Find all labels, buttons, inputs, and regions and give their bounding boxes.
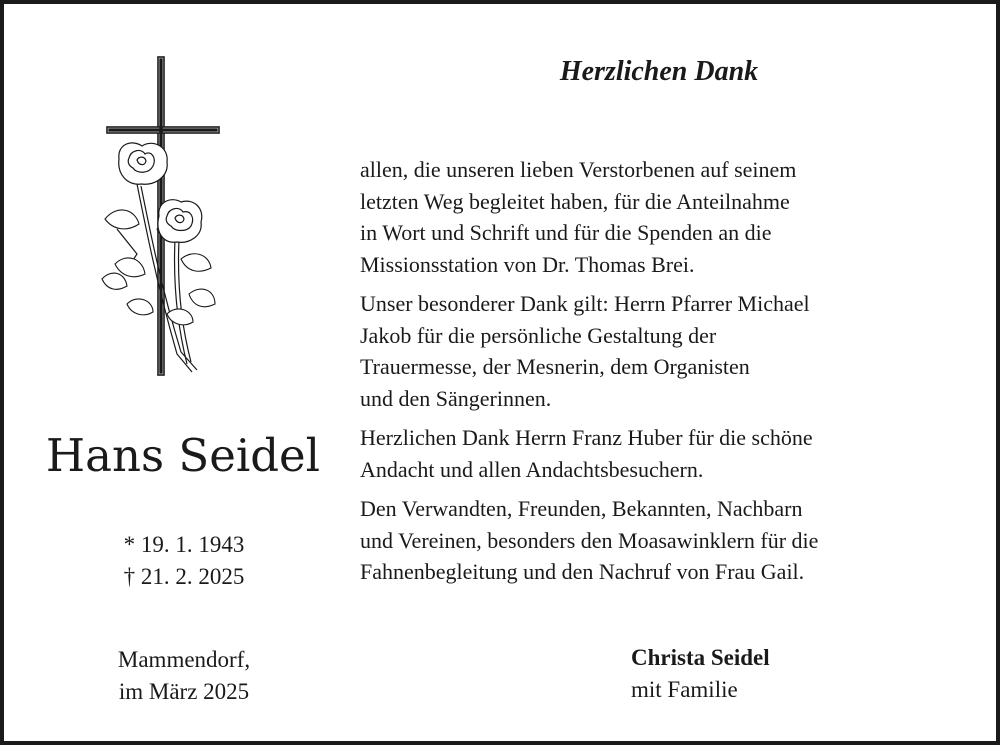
text-line: Andacht und allen Andachtsbesuchern. [360, 456, 704, 482]
birth-date: * 19. 1. 1943 [123, 532, 245, 557]
place-line: Mammendorf, [117, 647, 251, 672]
text-line: Fahnenbegleitung und den Nachruf von Frau Gail. [360, 559, 805, 584]
text-line: Unser besonderer Dank gilt: Herrn Pfarrer Michael [360, 291, 810, 316]
text-line: allen, die unseren lieben Verstorbenen auf seinem [360, 157, 797, 182]
deceased-name: Hans Seidel [45, 429, 321, 482]
thanks-text [360, 154, 985, 596]
cross-with-roses-icon [97, 54, 227, 384]
death-date: † 21. 2. 2025 [123, 564, 245, 589]
text-line: Herzlichen Dank Herrn Franz Huber für die schöne [360, 425, 813, 450]
paragraph [360, 154, 985, 280]
text-line: Trauermesse, der Mesnerin, dem Organisten [360, 354, 750, 379]
signer-name: Christa Seidel [631, 645, 770, 670]
paragraph [360, 422, 985, 485]
paragraph [360, 493, 985, 588]
life-dates [64, 529, 304, 593]
text-line: in Wort und Schrift und für die Spenden an die [360, 220, 772, 245]
signature [631, 642, 770, 706]
page-title: Herzlichen Dank [559, 56, 759, 87]
text-line: letzten Weg begleitet haben, für die Anteilnahme [360, 188, 790, 214]
signer-suffix: mit Familie [631, 677, 738, 702]
text-line: und Vereinen, besonders den Moasawinklern für die [360, 527, 819, 553]
text-line: und den Sängerinnen. [360, 385, 552, 411]
text-line: Den Verwandten, Freunden, Bekannten, Nachbarn [360, 496, 803, 521]
paragraph [360, 288, 985, 414]
text-line: Missionsstation von Dr. Thomas Brei. [360, 251, 695, 277]
date-line: im März 2025 [118, 679, 250, 704]
place-and-date [64, 644, 304, 708]
text-line: Jakob für die persönliche Gestaltung der [360, 322, 717, 348]
